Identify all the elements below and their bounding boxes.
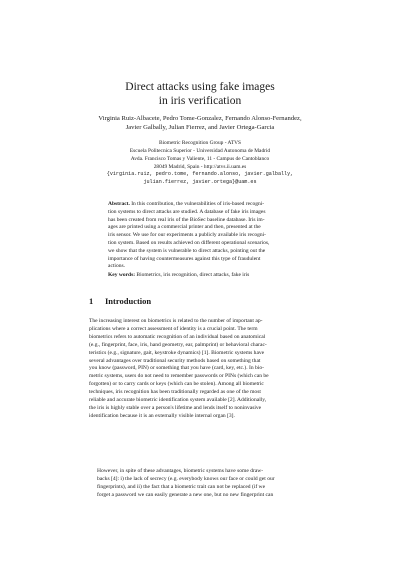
affiliation-line: 28049 Madrid, Spain - http://atvs.ii.uam.es: [153, 164, 247, 170]
affiliation-line: Escuela Politecnica Superior - Universidad Autonoma de Madrid: [129, 148, 271, 154]
author-emails: [0, 171, 400, 186]
paper-title-line-2: in iris verification: [158, 95, 242, 107]
affiliation: [0, 139, 400, 171]
section-heading: [89, 296, 151, 306]
abstract-text: In this contribution, the vulnerabilities of iris-based recogni-: [129, 201, 265, 207]
abstract-line: tion system. Based on results achieved on different operational scenarios,: [108, 239, 270, 246]
body-line: The increasing interest on biometrics is related to the number of important ap-: [89, 318, 263, 324]
abstract-label: Abstract.: [108, 201, 130, 207]
body-line: several advantages over traditional security methods based on something that: [89, 357, 261, 364]
body-line: metric systems, users do not need to remember passwords or PINs (which can be: [89, 373, 269, 380]
body-line: (e.g., fingerprint, face, iris, hand geometry, ear, palmprint) or behavioral charac-: [89, 341, 267, 348]
intro-paragraph-1: [89, 318, 311, 421]
keywords: [108, 272, 294, 280]
body-line: teristics (e.g., signature, gait, keystroke dynamics) [1]. Biometric systems have: [89, 349, 265, 356]
abstract-line: we show that the system is vulnerable to direct attacks, pointing out the: [108, 247, 266, 254]
body-line: reliable and accurate biometric identification system available [2]. Additionally,: [89, 397, 267, 404]
section-number: 1: [89, 296, 94, 306]
abstract-line: importance of having countermeasures against this type of fraudulent: [108, 255, 261, 262]
body-line: forgotten) or to carry cards or keys (which can be stolen). Among all biometric: [89, 381, 264, 388]
body-line: However, in spite of these advantages, biometric systems have some draw-: [97, 468, 264, 474]
paper-title-line-1: Direct attacks using fake images: [125, 81, 275, 93]
body-line: you know (password, PIN) or something that you have (card, key, etc.). In bio-: [89, 365, 264, 372]
email-line: {virginia.ruiz, pedro.tome, fernando.alonso, javier.galbally,: [106, 171, 294, 177]
abstract-line: has been created from real iris of the BioSec baseline database. Iris im-: [108, 216, 265, 223]
body-line: forget a password we can easily generate a new one, but no new fingerprint can: [97, 491, 274, 498]
abstract-line: iris sensor. We use for our experiments a publicly available iris recogni-: [108, 232, 266, 239]
author-list: [0, 114, 400, 132]
abstract-line: ages are printed using a commercial printer and then, presented at the: [108, 224, 261, 231]
keywords-label: Key words:: [108, 272, 136, 278]
affiliation-line: Avda. Francisco Tomas y Valiente, 11 - Campus de Cantoblanco: [130, 156, 270, 162]
body-line: plications where a correct assessment of identity is a crucial point. The term: [89, 325, 258, 332]
body-line: biometrics refers to automatic recognition of an individual based on anatomical: [89, 333, 266, 340]
keywords-text: Biometrics, iris recognition, direct attacks, fake iris: [135, 272, 250, 278]
abstract: [108, 201, 294, 271]
abstract-line: tion systems to direct attacks are studied. A database of fake iris images: [108, 208, 266, 215]
body-line: fingerprints), and ii) the fact that a biometric trait can not be replaced (if we: [97, 483, 266, 490]
section-title: Introduction: [105, 296, 152, 306]
abstract-line: [108, 201, 294, 209]
body-line: techniques, iris recognition has been traditionally regarded as one of the most: [89, 389, 261, 396]
body-line: the iris is highly stable over a person's lifetime and lends itself to noninvasive: [89, 404, 262, 411]
intro-paragraph-2: [89, 468, 311, 500]
email-line: julian.fierrez, javier.ortega}@uam.es: [143, 178, 257, 185]
author-line: Virginia Ruiz-Albacete, Pedro Tome-Gonzalez, Fernando Alonso-Fernandez,: [98, 115, 302, 122]
abstract-line: actions.: [108, 263, 125, 270]
body-line: backs [4]: i) the lack of secrecy (e.g. everybody knows our face or could get our: [97, 475, 275, 482]
author-line: Javier Galbally, Julian Fierrez, and Javier Ortega-Garcia: [125, 124, 275, 131]
affiliation-line: Biometric Recognition Group - ATVS: [158, 140, 242, 146]
body-line: identification because it is an externally visible internal organ [3].: [89, 412, 235, 419]
